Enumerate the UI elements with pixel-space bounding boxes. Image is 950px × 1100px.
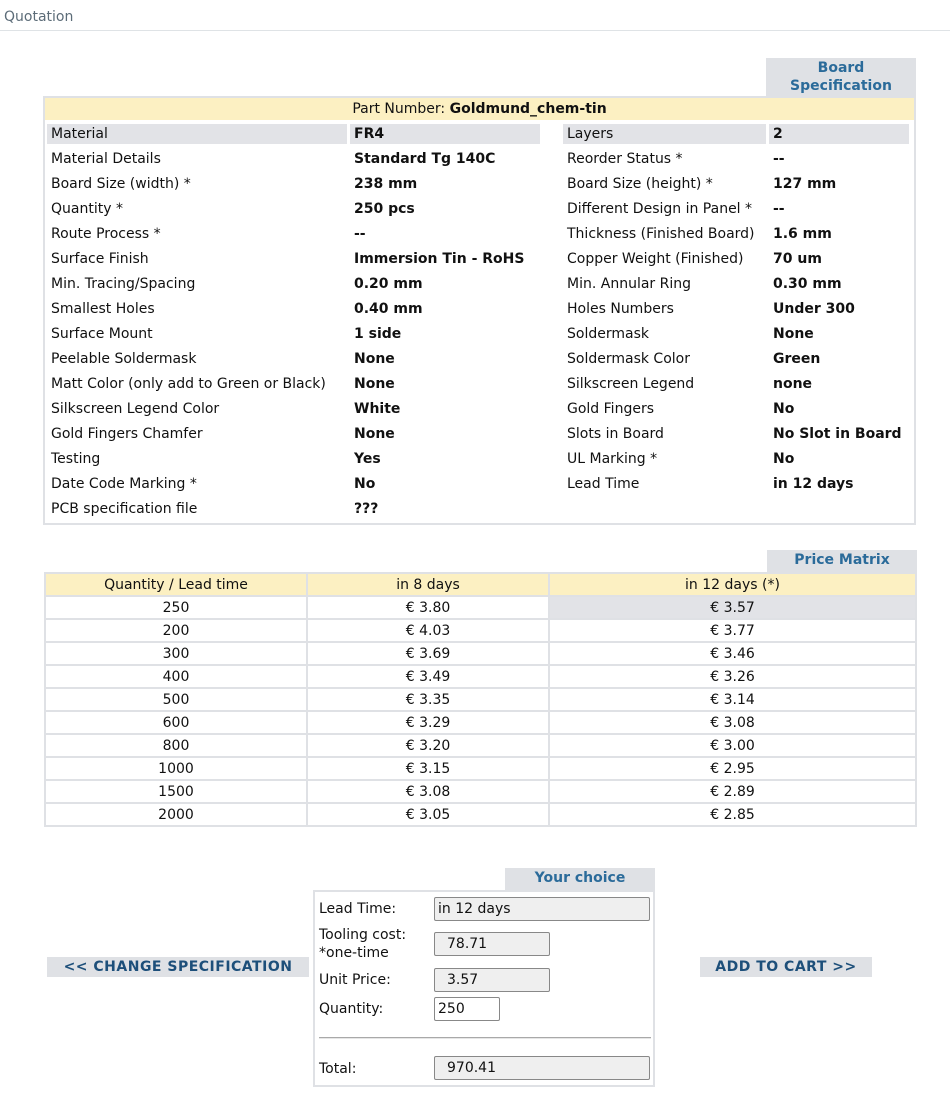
spec-value: FR4 [350, 124, 540, 144]
price-12-days-cell: € 3.57 [549, 596, 916, 619]
spec-value: 1.6 mm [773, 226, 832, 242]
spec-value: 1 side [354, 326, 402, 342]
price-8-days-cell: € 3.49 [307, 665, 549, 688]
spec-label: Date Code Marking * [51, 476, 197, 492]
price-matrix-table [44, 572, 917, 827]
price-quantity-cell: 1500 [45, 780, 307, 803]
price-12-days-cell: € 3.08 [549, 711, 916, 734]
spec-label: Testing [51, 451, 101, 467]
unit-price-field[interactable] [434, 968, 550, 992]
spec-value: in 12 days [773, 476, 854, 492]
spec-label: Copper Weight (Finished) [567, 251, 744, 267]
price-8-days-cell: € 3.69 [307, 642, 549, 665]
part-number-label: Part Number: [352, 101, 446, 117]
spec-label: Silkscreen Legend [567, 376, 695, 392]
page-title: Quotation [4, 9, 74, 25]
spec-label: Route Process * [51, 226, 161, 242]
price-12-days-cell: € 3.46 [549, 642, 916, 665]
spec-label: Quantity * [51, 201, 123, 217]
price-quantity-cell: 250 [45, 596, 307, 619]
spec-label: Holes Numbers [567, 301, 674, 317]
board-specification-panel [43, 96, 916, 525]
spec-value: 0.20 mm [354, 276, 423, 292]
board-specification-tab [766, 58, 916, 96]
tooling-cost-note: *one-time [319, 945, 389, 961]
price-quantity-cell: 800 [45, 734, 307, 757]
price-12-days-cell: € 2.95 [549, 757, 916, 780]
tooling-cost-label: Tooling cost: [319, 927, 407, 943]
price-quantity-cell: 2000 [45, 803, 307, 826]
spec-label: Peelable Soldermask [51, 351, 197, 367]
spec-label: Layers [563, 124, 766, 144]
change-specification-button[interactable]: << CHANGE SPECIFICATION [47, 957, 309, 977]
your-choice-tab: Your choice [505, 868, 655, 890]
price-row [45, 780, 916, 803]
price-row [45, 757, 916, 780]
spec-label: Soldermask Color [567, 351, 690, 367]
spec-label: Surface Mount [51, 326, 153, 342]
spec-label: Silkscreen Legend Color [51, 401, 220, 417]
spec-label: Board Size (height) * [567, 176, 713, 192]
price-12-days-cell: € 3.14 [549, 688, 916, 711]
board-specification-tab-line-1: Board [817, 60, 865, 76]
quantity-field[interactable] [434, 997, 500, 1021]
spec-label: Surface Finish [51, 251, 149, 267]
price-12-days-cell: € 2.89 [549, 780, 916, 803]
spec-label: Thickness (Finished Board) [567, 226, 755, 242]
price-row [45, 665, 916, 688]
spec-label: Soldermask [567, 326, 649, 342]
price-8-days-cell: € 3.05 [307, 803, 549, 826]
spec-value: 0.30 mm [773, 276, 842, 292]
spec-value: None [773, 326, 814, 342]
spec-value: No Slot in Board [773, 426, 902, 442]
board-specification-tab-line-2: Specification [790, 78, 892, 94]
price-row [45, 642, 916, 665]
price-header-12-days: in 12 days (*) [549, 573, 916, 596]
spec-label: Reorder Status * [567, 151, 683, 167]
price-row [45, 803, 916, 826]
spec-value: 238 mm [354, 176, 418, 192]
price-header-8-days: in 8 days [307, 573, 549, 596]
price-quantity-cell: 1000 [45, 757, 307, 780]
spec-value: 2 [769, 124, 909, 144]
tooling-cost-field[interactable] [434, 932, 550, 956]
price-row [45, 688, 916, 711]
spec-value: None [354, 351, 395, 367]
spec-value: -- [354, 226, 366, 242]
price-row [45, 734, 916, 757]
price-8-days-cell: € 3.80 [307, 596, 549, 619]
spec-label: UL Marking * [567, 451, 658, 467]
price-quantity-cell: 200 [45, 619, 307, 642]
price-12-days-cell: € 3.26 [549, 665, 916, 688]
spec-label: Min. Annular Ring [567, 276, 691, 292]
unit-price-label: Unit Price: [319, 972, 391, 988]
price-12-days-cell: € 3.00 [549, 734, 916, 757]
spec-label: Lead Time [567, 476, 640, 492]
add-to-cart-button[interactable]: ADD TO CART >> [700, 957, 872, 977]
price-8-days-cell: € 3.15 [307, 757, 549, 780]
spec-value: Standard Tg 140C [354, 151, 496, 167]
price-8-days-cell: € 4.03 [307, 619, 549, 642]
spec-value: None [354, 376, 395, 392]
total-label: Total: [319, 1061, 357, 1077]
spec-value: White [354, 401, 401, 417]
spec-value: 127 mm [773, 176, 837, 192]
price-12-days-cell: € 3.77 [549, 619, 916, 642]
price-row [45, 596, 916, 619]
spec-value: Green [773, 351, 821, 367]
price-header-quantity: Quantity / Lead time [45, 573, 307, 596]
spec-label: Gold Fingers Chamfer [51, 426, 203, 442]
price-8-days-cell: € 3.20 [307, 734, 549, 757]
choice-divider [319, 1037, 651, 1039]
price-quantity-cell: 600 [45, 711, 307, 734]
spec-label: Matt Color (only add to Green or Black) [51, 376, 326, 392]
spec-value: No [354, 476, 376, 492]
spec-value: None [354, 426, 395, 442]
spec-label: Different Design in Panel * [567, 201, 753, 217]
price-row [45, 619, 916, 642]
price-quantity-cell: 500 [45, 688, 307, 711]
spec-value: -- [773, 201, 785, 217]
spec-label: PCB specification file [51, 501, 198, 517]
lead-time-field[interactable] [434, 897, 650, 921]
spec-label: Gold Fingers [567, 401, 654, 417]
price-12-days-cell: € 2.85 [549, 803, 916, 826]
price-8-days-cell: € 3.08 [307, 780, 549, 803]
price-quantity-cell: 300 [45, 642, 307, 665]
spec-value: Under 300 [773, 301, 855, 317]
part-number-row [45, 98, 914, 120]
spec-value: 250 pcs [354, 201, 415, 217]
quantity-label: Quantity: [319, 1001, 384, 1017]
price-matrix-tab: Price Matrix [767, 550, 917, 572]
spec-label: Material Details [51, 151, 161, 167]
spec-value: -- [773, 151, 785, 167]
total-field[interactable] [434, 1056, 650, 1080]
your-choice-panel [313, 890, 655, 1087]
price-row [45, 711, 916, 734]
spec-value: none [773, 376, 813, 392]
price-quantity-cell: 400 [45, 665, 307, 688]
part-number-value: Goldmund_chem-tin [449, 101, 607, 117]
spec-label: Board Size (width) * [51, 176, 191, 192]
spec-label: Material [47, 124, 347, 144]
lead-time-label: Lead Time: [319, 901, 397, 917]
spec-label: Min. Tracing/Spacing [51, 276, 196, 292]
spec-value: No [773, 401, 795, 417]
spec-value: No [773, 451, 795, 467]
spec-value: ??? [354, 501, 379, 517]
spec-value: 0.40 mm [354, 301, 423, 317]
page-header [0, 0, 950, 31]
price-header-row [45, 573, 916, 596]
spec-label: Slots in Board [567, 426, 664, 442]
price-8-days-cell: € 3.35 [307, 688, 549, 711]
spec-value: Immersion Tin - RoHS [354, 251, 525, 267]
spec-label: Smallest Holes [51, 301, 155, 317]
spec-value: Yes [354, 451, 381, 467]
spec-value: 70 um [773, 251, 822, 267]
price-8-days-cell: € 3.29 [307, 711, 549, 734]
